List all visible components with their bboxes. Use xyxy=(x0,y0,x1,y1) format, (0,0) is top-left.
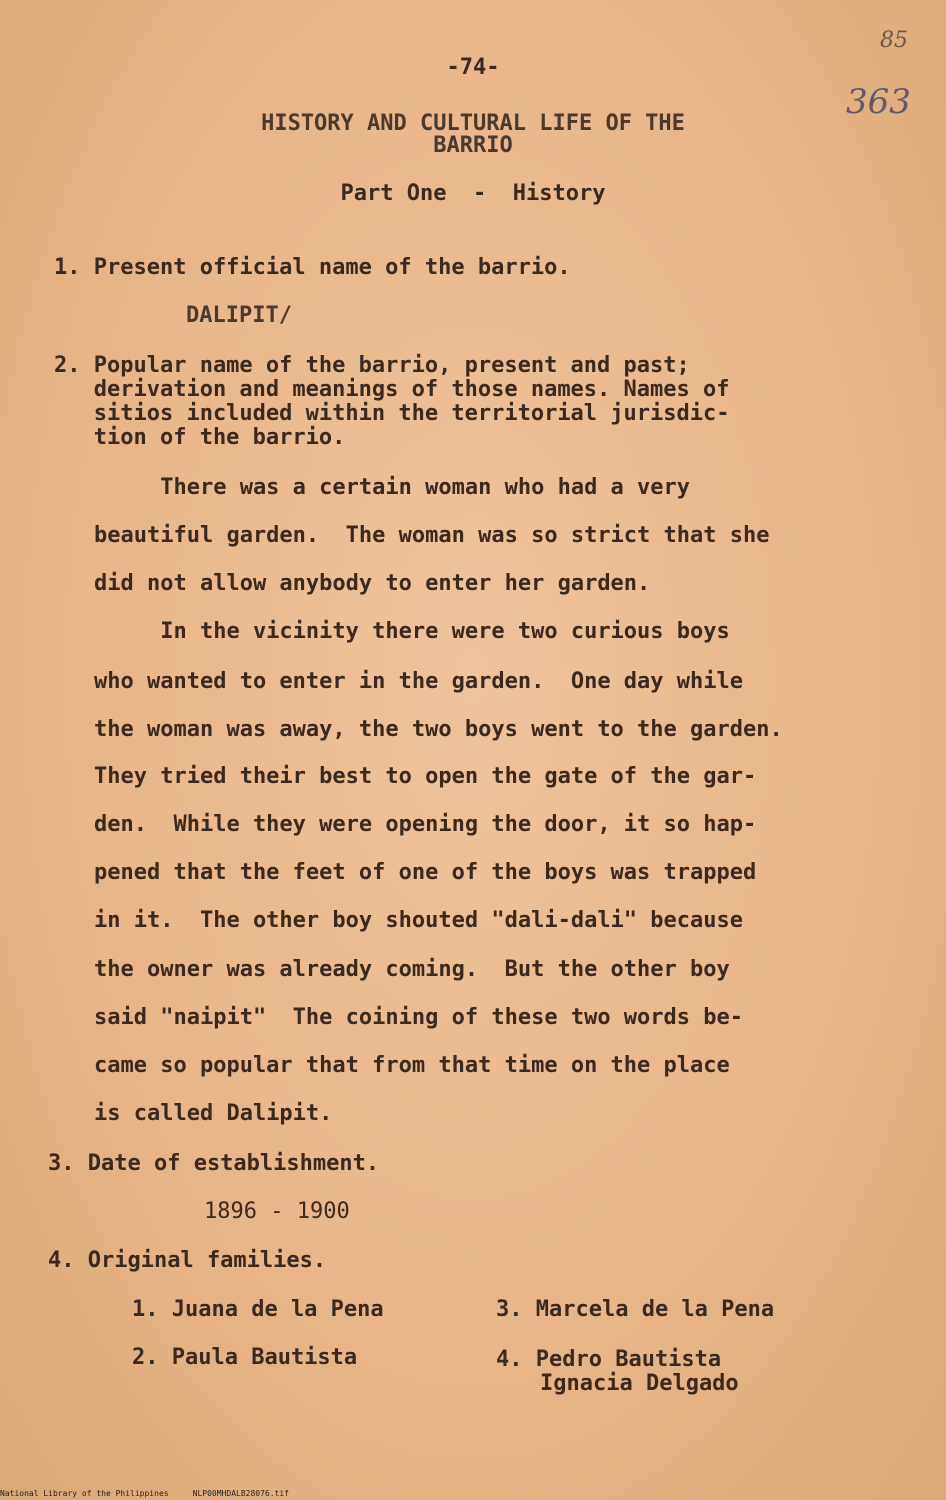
question-3: 3. Date of establishment. xyxy=(48,1151,380,1176)
family-item: 4. Pedro Bautista xyxy=(496,1347,722,1372)
body-line: in it. The other boy shouted "dali-dali" because xyxy=(94,908,744,933)
question-1: 1. Present official name of the barrio. xyxy=(54,255,571,280)
subtitle: Part One - History xyxy=(340,181,606,206)
question-2-line: sitios included within the territorial jurisdic- xyxy=(54,401,730,426)
page-number: -74- xyxy=(446,55,500,80)
body-line: who wanted to enter in the garden. One day while xyxy=(94,669,744,694)
body-line: came so popular that from that time on the place xyxy=(94,1053,730,1078)
handwritten-annotation: 85 xyxy=(880,28,908,53)
title-line-1: HISTORY AND CULTURAL LIFE OF THE xyxy=(261,111,685,136)
body-line: In the vicinity there were two curious boys xyxy=(94,619,730,644)
body-line: said "naipit" The coining of these two words be- xyxy=(94,1005,744,1030)
footer-caption: National Library of the Philippines NLP00MHDALB28076.tif xyxy=(0,1489,289,1498)
family-item: 1. Juana de la Pena xyxy=(132,1297,384,1322)
family-item: Ignacia Delgado xyxy=(540,1371,739,1396)
answer-3: 1896 - 1900 xyxy=(204,1199,350,1224)
title-line-2: BARRIO xyxy=(433,133,513,158)
body-line: did not allow anybody to enter her garden. xyxy=(94,571,651,596)
handwritten-annotation: 363 xyxy=(846,82,911,122)
body-line: den. While they were opening the door, it so hap- xyxy=(94,812,757,837)
body-line: There was a certain woman who had a very xyxy=(94,475,691,500)
body-line: beautiful garden. The woman was so strict that she xyxy=(94,523,770,548)
question-2-line: 2. Popular name of the barrio, present and past; xyxy=(54,353,690,378)
family-item: 3. Marcela de la Pena xyxy=(496,1297,775,1322)
body-line: the owner was already coming. But the other boy xyxy=(94,957,730,982)
body-line: the woman was away, the two boys went to the garden. xyxy=(94,717,783,742)
question-4: 4. Original families. xyxy=(48,1248,327,1273)
answer-1: DALIPIT/ xyxy=(186,303,292,328)
body-line: They tried their best to open the gate of the gar- xyxy=(94,764,757,789)
family-item: 2. Paula Bautista xyxy=(132,1345,358,1370)
question-2-line: derivation and meanings of those names. Names of xyxy=(54,377,730,402)
body-line: pened that the feet of one of the boys was trapped xyxy=(94,860,757,885)
question-2-line: tion of the barrio. xyxy=(54,425,346,450)
body-line: is called Dalipit. xyxy=(94,1101,333,1126)
